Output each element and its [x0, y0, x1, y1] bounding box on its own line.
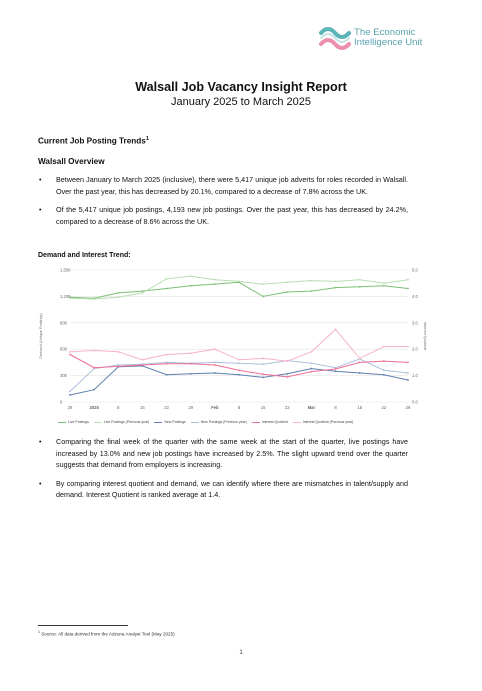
data-point	[383, 346, 385, 348]
data-point	[335, 368, 337, 370]
analysis-bullet-list	[38, 436, 408, 508]
x-tick: Mar	[307, 405, 316, 410]
series-line	[70, 329, 408, 361]
x-tick: 15	[140, 405, 145, 410]
data-point	[407, 279, 409, 281]
data-point	[142, 292, 144, 294]
y-tick-left: 1,500	[60, 267, 71, 273]
data-point	[166, 374, 168, 376]
overview-bullet-list	[38, 174, 408, 234]
legend-item[interactable]	[154, 420, 185, 424]
data-point	[383, 282, 385, 284]
legend-label: Interest Quotient (Previous year)	[302, 420, 354, 424]
series-line	[70, 276, 408, 299]
data-point	[142, 290, 144, 292]
data-point	[311, 362, 313, 364]
data-point	[311, 351, 313, 353]
data-point	[238, 362, 240, 364]
legend-swatch	[154, 422, 162, 423]
y-tick-left: 0	[60, 399, 63, 405]
data-point	[262, 363, 264, 365]
chart-legend	[58, 420, 418, 424]
legend-swatch	[293, 422, 301, 423]
data-point	[166, 354, 168, 356]
data-point	[359, 279, 361, 281]
data-point	[190, 285, 192, 287]
data-point	[166, 363, 168, 365]
trends-heading-text: Current Job Posting Trends	[38, 136, 146, 146]
series-line	[70, 282, 408, 298]
section-heading-trends	[38, 136, 149, 146]
page-number: 1	[239, 650, 243, 656]
footnote-divider	[38, 625, 128, 626]
data-point	[142, 364, 144, 366]
footnote-marker: 1	[38, 630, 40, 634]
data-point	[117, 292, 119, 294]
section-heading-overview: Walsall Overview	[38, 157, 105, 166]
legend-item[interactable]	[293, 420, 354, 424]
data-point	[214, 283, 216, 285]
data-point	[214, 372, 216, 374]
report-title: Walsall Job Vacancy Insight Report	[135, 80, 347, 94]
data-point	[335, 370, 337, 372]
y-tick-right: 0.0	[412, 399, 418, 405]
data-point	[117, 351, 119, 353]
y-axis-label-right: Interest Quotient	[423, 321, 427, 351]
data-point	[407, 372, 409, 374]
y-tick-right: 3.0	[412, 320, 418, 326]
data-point	[69, 351, 71, 353]
data-point	[262, 283, 264, 285]
data-point	[383, 369, 385, 371]
data-point	[238, 359, 240, 361]
data-point	[311, 280, 313, 282]
y-tick-right: 4.0	[412, 293, 418, 299]
data-point	[93, 389, 95, 391]
data-point	[190, 275, 192, 277]
demand-interest-line-chart	[38, 262, 428, 412]
logo-line-1: The Economic	[354, 27, 416, 38]
y-tick-left: 900	[60, 320, 67, 326]
x-tick: 8	[334, 405, 337, 410]
x-tick: 15	[260, 405, 266, 410]
data-point	[262, 376, 264, 378]
logo-mark-icon	[318, 24, 352, 54]
data-point	[407, 346, 409, 348]
footnote-reference: 1	[145, 136, 149, 142]
bullet-icon: •	[39, 437, 42, 446]
data-point	[335, 329, 337, 331]
data-point	[383, 360, 385, 362]
legend-item[interactable]	[94, 420, 150, 424]
data-point	[311, 290, 313, 292]
data-point	[335, 287, 337, 289]
data-point	[407, 362, 409, 364]
bullet-text: Of the 5,417 unique job postings, 4,193 new job postings. Over the past year, this has decreased by 24.2%, compared to a decrease of 8.6% across the UK.	[56, 205, 408, 226]
data-point	[359, 372, 361, 374]
y-tick-left: 300	[60, 373, 67, 379]
data-point	[117, 365, 119, 367]
data-point	[286, 373, 288, 375]
data-point	[383, 374, 385, 376]
data-point	[190, 363, 192, 365]
data-point	[262, 373, 264, 375]
legend-label: Interest Quotient	[261, 420, 288, 424]
x-tick: 22	[381, 405, 387, 410]
data-point	[93, 367, 95, 369]
x-tick: 29	[67, 405, 73, 410]
bullet-icon: •	[39, 205, 42, 215]
data-point	[383, 285, 385, 287]
legend-swatch	[94, 422, 102, 423]
bullet-icon: •	[39, 478, 42, 488]
legend-label: Live Postings (Previous year)	[103, 420, 150, 424]
data-point	[166, 278, 168, 280]
data-point	[262, 296, 264, 298]
bullet-icon: •	[39, 175, 42, 184]
data-point	[286, 281, 288, 283]
data-point	[286, 360, 288, 362]
data-point	[214, 364, 216, 366]
logo-line-2: Intelligence Unit	[354, 37, 423, 48]
x-tick: 15	[357, 405, 363, 410]
data-point	[190, 373, 192, 375]
legend-swatch	[191, 422, 199, 423]
bullet-text: By comparing interest quotient and demand, we can identify where there are mismatches in talent/supply and demand. Interest Quotient is ranked average at 1.4.	[56, 478, 408, 500]
data-point	[69, 391, 71, 393]
legend-swatch	[252, 422, 260, 423]
x-tick: 22	[284, 405, 290, 410]
x-tick: 22	[164, 405, 169, 410]
data-point	[359, 362, 361, 364]
y-tick-left: 600	[60, 346, 67, 352]
x-tick: Feb	[211, 405, 219, 410]
x-tick: 8	[237, 405, 241, 410]
data-point	[214, 348, 216, 350]
data-point	[214, 279, 216, 281]
y-tick-right: 1.0	[412, 373, 418, 379]
bullet-text: Between January to March 2025 (inclusive), there were 5,417 unique job adverts for roles recorded in Walsall. Over the past year, this has decreased by 20.1%, compared to a decrease of 7.8% across the UK.	[56, 175, 408, 196]
list-item	[38, 478, 408, 501]
chart-heading: Demand and Interest Trend:	[38, 252, 131, 259]
data-point	[238, 374, 240, 376]
report-subtitle: January 2025 to March 2025	[170, 96, 312, 108]
list-item	[38, 204, 408, 227]
x-tick: 2025	[89, 405, 99, 410]
data-point	[117, 296, 119, 298]
legend-item[interactable]	[191, 420, 247, 424]
data-point	[311, 371, 313, 373]
data-point	[93, 350, 95, 352]
data-point	[335, 281, 337, 283]
x-tick: 29	[405, 405, 411, 410]
footnote-text: Source: All data derived from the Adzuna Analyst Tool (May 2025)	[41, 631, 175, 637]
x-tick: 8	[117, 405, 120, 410]
y-tick-right: 5.0	[412, 267, 418, 273]
data-point	[93, 298, 95, 300]
data-point	[190, 352, 192, 354]
data-point	[262, 358, 264, 360]
legend-label: New Postings (Previous year)	[200, 420, 247, 424]
legend-label: Live Postings	[68, 420, 89, 424]
x-tick: 29	[188, 405, 194, 410]
data-point	[407, 288, 409, 290]
data-point	[311, 368, 313, 370]
data-point	[359, 286, 361, 288]
y-tick-left: 1,200	[60, 293, 71, 299]
data-point	[166, 288, 168, 290]
legend-swatch	[58, 422, 66, 423]
list-item	[38, 174, 408, 197]
data-point	[238, 369, 240, 371]
data-point	[69, 394, 71, 396]
bullet-text: Comparing the final week of the quarter with the same week at the start of the quarter, live postings have increased by 13.0% and new job postings have increased by 2.5%. The slight upward trend over the quarter suggests that demand from employers is increasing.	[56, 437, 408, 470]
series-line	[70, 355, 408, 377]
data-point	[142, 359, 144, 361]
legend-item[interactable]	[58, 420, 89, 424]
data-point	[286, 291, 288, 293]
data-point	[238, 281, 240, 283]
list-item	[38, 436, 408, 471]
data-point	[214, 362, 216, 364]
y-tick-right: 2.0	[412, 346, 418, 352]
data-point	[69, 354, 71, 356]
y-axis-label-left: Demand (Unique Postings)	[39, 313, 43, 359]
legend-item[interactable]	[252, 420, 288, 424]
data-point	[407, 379, 409, 381]
footnote	[38, 630, 175, 637]
data-point	[359, 358, 361, 360]
legend-label: New Postings	[164, 420, 186, 424]
economic-intelligence-unit-logo	[318, 24, 458, 58]
data-point	[286, 376, 288, 378]
